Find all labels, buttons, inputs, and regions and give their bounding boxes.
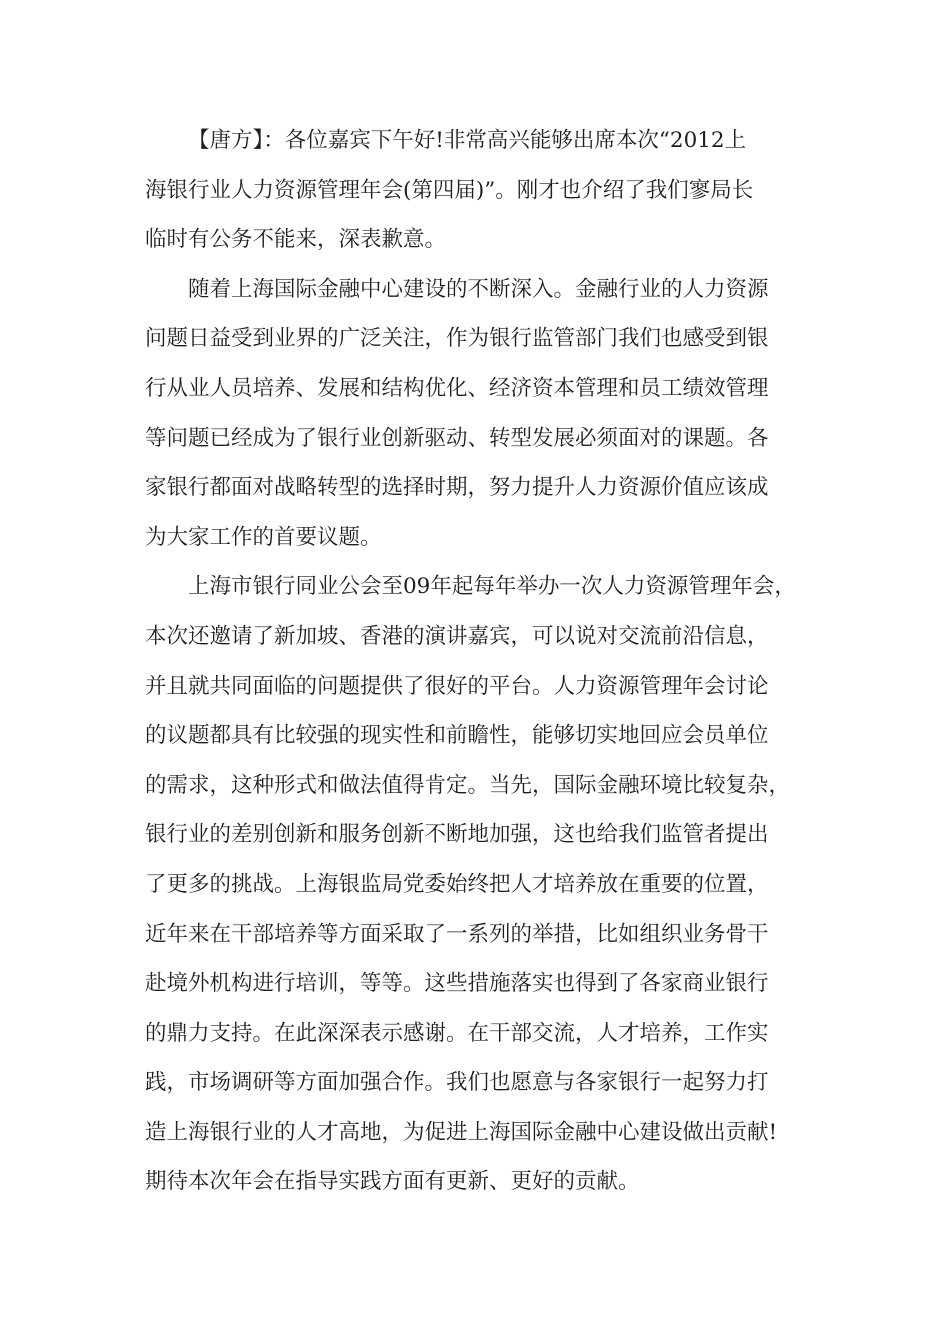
- text-line: 的需求，这种形式和做法值得肯定。当先，国际金融环境比较复杂，: [145, 772, 791, 798]
- text-line: 并且就共同面临的问题提供了很好的平台。人力资源管理年会讨论: [145, 673, 769, 699]
- text-line: 的鼎力支持。在此深深表示感谢。在干部交流，人才培养，工作实: [145, 1020, 769, 1046]
- text-line: 为大家工作的首要议题。: [145, 524, 382, 550]
- text-line: 造上海银行业的人才高地，为促进上海国际金融中心建设做出贡献!: [145, 1119, 778, 1145]
- text-line: 海银行业人力资源管理年会(第四届)”。刚才也介绍了我们寥局长: [145, 177, 754, 203]
- text-line: 家银行都面对战略转型的选择时期，努力提升人力资源价值应该成: [145, 475, 769, 501]
- text-line: 行从业人员培养、发展和结构优化、经济资本管理和员工绩效管理: [145, 375, 769, 401]
- text-line: 【唐方】：各位嘉宾下午好!非常高兴能够出席本次“2012上: [188, 128, 747, 153]
- paragraph-annual-meeting: [145, 562, 815, 1207]
- text-line: 上海市银行同业公会至09年起每年举办一次人力资源管理年会，: [188, 574, 796, 600]
- text-line: 的议题都具有比较强的现实性和前瞻性，能够切实地回应会员单位: [145, 723, 769, 749]
- text-line: 本次还邀请了新加坡、香港的演讲嘉宾，可以说对交流前沿信息，: [145, 623, 769, 649]
- text-line: 问题日益受到业界的广泛关注，作为银行监管部门我们也感受到银: [145, 326, 769, 352]
- text-line: 近年来在干部培养等方面采取了一系列的举措，比如组织业务骨干: [145, 921, 769, 947]
- text-line: 践，市场调研等方面加强合作。我们也愿意与各家银行一起努力打: [145, 1070, 769, 1096]
- text-line: 期待本次年会在指导实践方面有更新、更好的贡献。: [145, 1169, 640, 1195]
- paragraph-finance-center: [145, 265, 815, 563]
- text-line: 赴境外机构进行培训，等等。这些措施落实也得到了各家商业银行: [145, 971, 769, 997]
- text-line: 银行业的差别创新和服务创新不断地加强，这也给我们监管者提出: [145, 822, 769, 848]
- document-body: [145, 116, 815, 1207]
- text-line: 随着上海国际金融中心建设的不断深入。金融行业的人力资源: [188, 276, 769, 302]
- text-line: 了更多的挑战。上海银监局党委始终把人才培养放在重要的位置，: [145, 871, 769, 897]
- paragraph-opening: [145, 116, 815, 265]
- text-line: 临时有公务不能来，深表歉意。: [145, 227, 447, 253]
- text-line: 等问题已经成为了银行业创新驱动、转型发展必须面对的课题。各: [145, 425, 769, 451]
